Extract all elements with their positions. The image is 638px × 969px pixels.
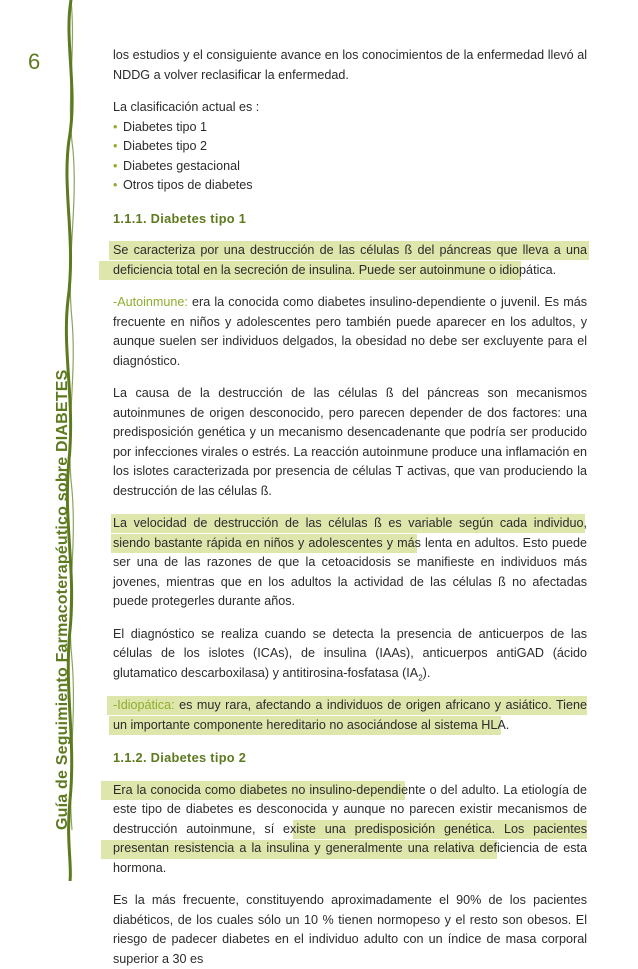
main-text	[113, 46, 587, 969]
classification-list	[113, 118, 587, 196]
cause-paragraph: La causa de la destrucción de las células ß del páncreas son mecanismos autoinmunes de origen desconocido, pero parecen depender de dos factores: una predisposición genética y un mecanismo desencadenante que podría ser producido por infecciones virales o estrés. La reacción autoinmune produce una inflamación en los islotes caracterizada por presencia de células T activas, que van produciendo la destrucción de las células ß.	[113, 386, 587, 498]
page-number: 6	[28, 49, 41, 74]
subscript: 2	[418, 673, 423, 683]
intro-paragraph: los estudios y el consiguiente avance en los conocimientos de la enfermedad llevó al NDDG a volver reclasificar la enfermedad.	[113, 48, 587, 82]
highlighted-block	[113, 696, 587, 735]
autoimmune-text: era la conocida como diabetes insulino-dependiente o juvenil. Es más frecuente en niños y adolescentes pero también puede aparecer en los adultos, y aunque suelen ser individuos delgados, la obesidad no debe ser excluyente para el diagnóstico.	[113, 295, 587, 368]
autoimmune-paragraph	[113, 293, 587, 371]
list-item: • Otros tipos de diabetes	[113, 176, 587, 196]
diagnosis-text-end: ).	[422, 665, 431, 680]
highlighted-block	[113, 781, 587, 879]
classification-lead: La clasificación actual es :	[113, 100, 260, 114]
autoimmune-term: -Autoinmune:	[113, 295, 188, 309]
idiopathic-term: -Idiopática:	[113, 698, 175, 712]
idiopathic-text: es muy rara, afectando a individuos de origen africano y asiático. Tiene un importante componente hereditario no asociándose al sistema HLA.	[113, 698, 587, 732]
vertical-book-title: Guía de Seguimiento Farmacoterapéutico sobre DIABETES	[54, 369, 71, 830]
type1-definition: Se caracteriza por una destrucción de las células ß del páncreas que lleva a una deficiencia total en la secreción de insulina. Puede ser autoinmune o idiopática.	[113, 243, 587, 277]
diagnosis-text: El diagnóstico se realiza cuando se detecta la presencia de anticuerpos de las células de los islotes (ICAs), de insulina (IAAs), anticuerpos antiGAD (ácido glutamatico descarboxilasa) y antitirosina-fosfatasa (IA	[113, 626, 587, 680]
list-item: • Diabetes tipo 2	[113, 137, 587, 157]
destruction-speed-paragraph: La velocidad de destrucción de las células ß es variable según cada individuo, siendo bastante rápida en niños y adolescentes y más lenta en adultos. Esto puede ser una de las razones de que la cetoacidosis se manifieste en individuos más jovenes, mientras que en los adultos la actividad de las células ß no afectadas puede protegerles durante años.	[113, 516, 587, 608]
frequency-paragraph: Es la más frecuente, constituyendo aproximadamente el 90% de los pacientes diabéticos, de los cuales sólo un 10 % tienen normopeso y el resto son obesos. El riesgo de padecer diabetes en el individuo adulto con un índice de masa corporal superior a 30 es	[113, 893, 587, 966]
list-item: • Diabetes tipo 1	[113, 118, 587, 138]
highlighted-block	[113, 241, 587, 280]
highlighted-block	[113, 514, 587, 612]
list-item: • Diabetes gestacional	[113, 157, 587, 177]
section-heading-type2: 1.1.2. Diabetes tipo 2	[113, 750, 247, 765]
section-heading-type1: 1.1.1. Diabetes tipo 1	[113, 210, 247, 226]
sidebar	[0, 0, 82, 881]
diagnosis-paragraph	[113, 625, 587, 684]
type2-definition: Era la conocida como diabetes no insulino-dependiente o del adulto. La etiología de este tipo de diabetes es desconocida y aunque no parecen existir mecanismos de destrucción autoinmune, sí existe una predisposición genética. Los pacientes presentan resistencia a la insulina y generalmente una relativa deficiencia de esta hormona.	[113, 782, 587, 875]
idiopathic-paragraph	[113, 696, 587, 735]
